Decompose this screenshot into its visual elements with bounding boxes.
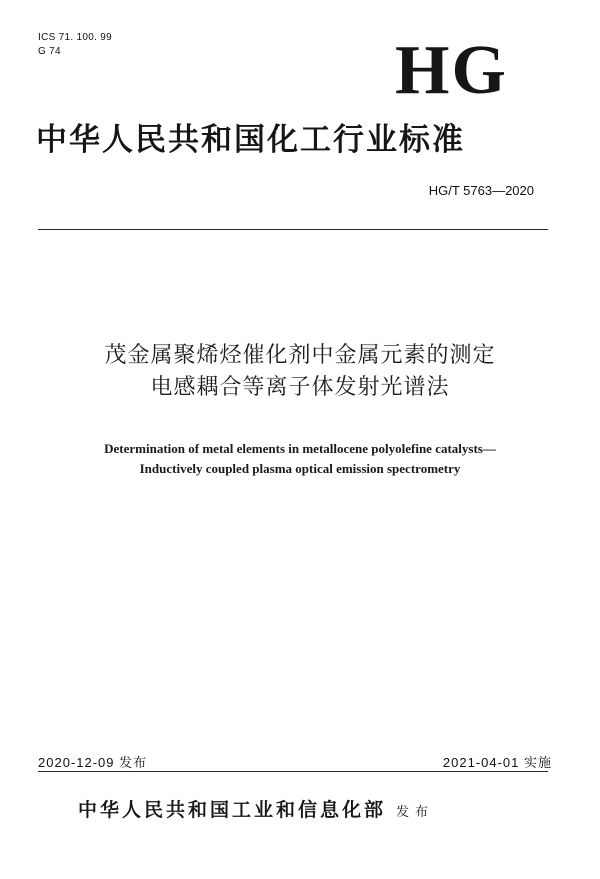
issue-date: 2020-12-09 发布 bbox=[38, 755, 148, 770]
chinese-title bbox=[0, 340, 600, 404]
category-code: G 74 bbox=[38, 46, 61, 57]
chinese-title-line-1: 茂金属聚烯烃催化剂中金属元素的测定 bbox=[104, 343, 496, 368]
publisher-name: 中华人民共和国工业和信息化部 bbox=[78, 799, 387, 821]
chinese-title-line-2: 电感耦合等离子体发射光谱法 bbox=[150, 375, 450, 400]
top-divider bbox=[38, 229, 548, 230]
standard-title: 中华人民共和国化工行业标准 bbox=[36, 122, 465, 158]
english-title-line-2: Inductively coupled plasma optical emission spectrometry bbox=[139, 461, 461, 476]
english-title bbox=[0, 439, 600, 479]
publish-label: 发布 bbox=[396, 805, 435, 820]
implement-date: 2021-04-01 实施 bbox=[442, 755, 552, 770]
english-title-line-1: Determination of metal elements in metallocene polyolefine catalysts— bbox=[104, 441, 496, 456]
classification-codes bbox=[38, 31, 112, 59]
ics-code: ICS 71. 100. 99 bbox=[38, 32, 112, 43]
bottom-divider bbox=[38, 771, 548, 772]
standard-code: HG/T 5763—2020 bbox=[428, 183, 534, 198]
hg-logo: HG bbox=[395, 32, 508, 109]
publisher-line bbox=[78, 796, 434, 824]
